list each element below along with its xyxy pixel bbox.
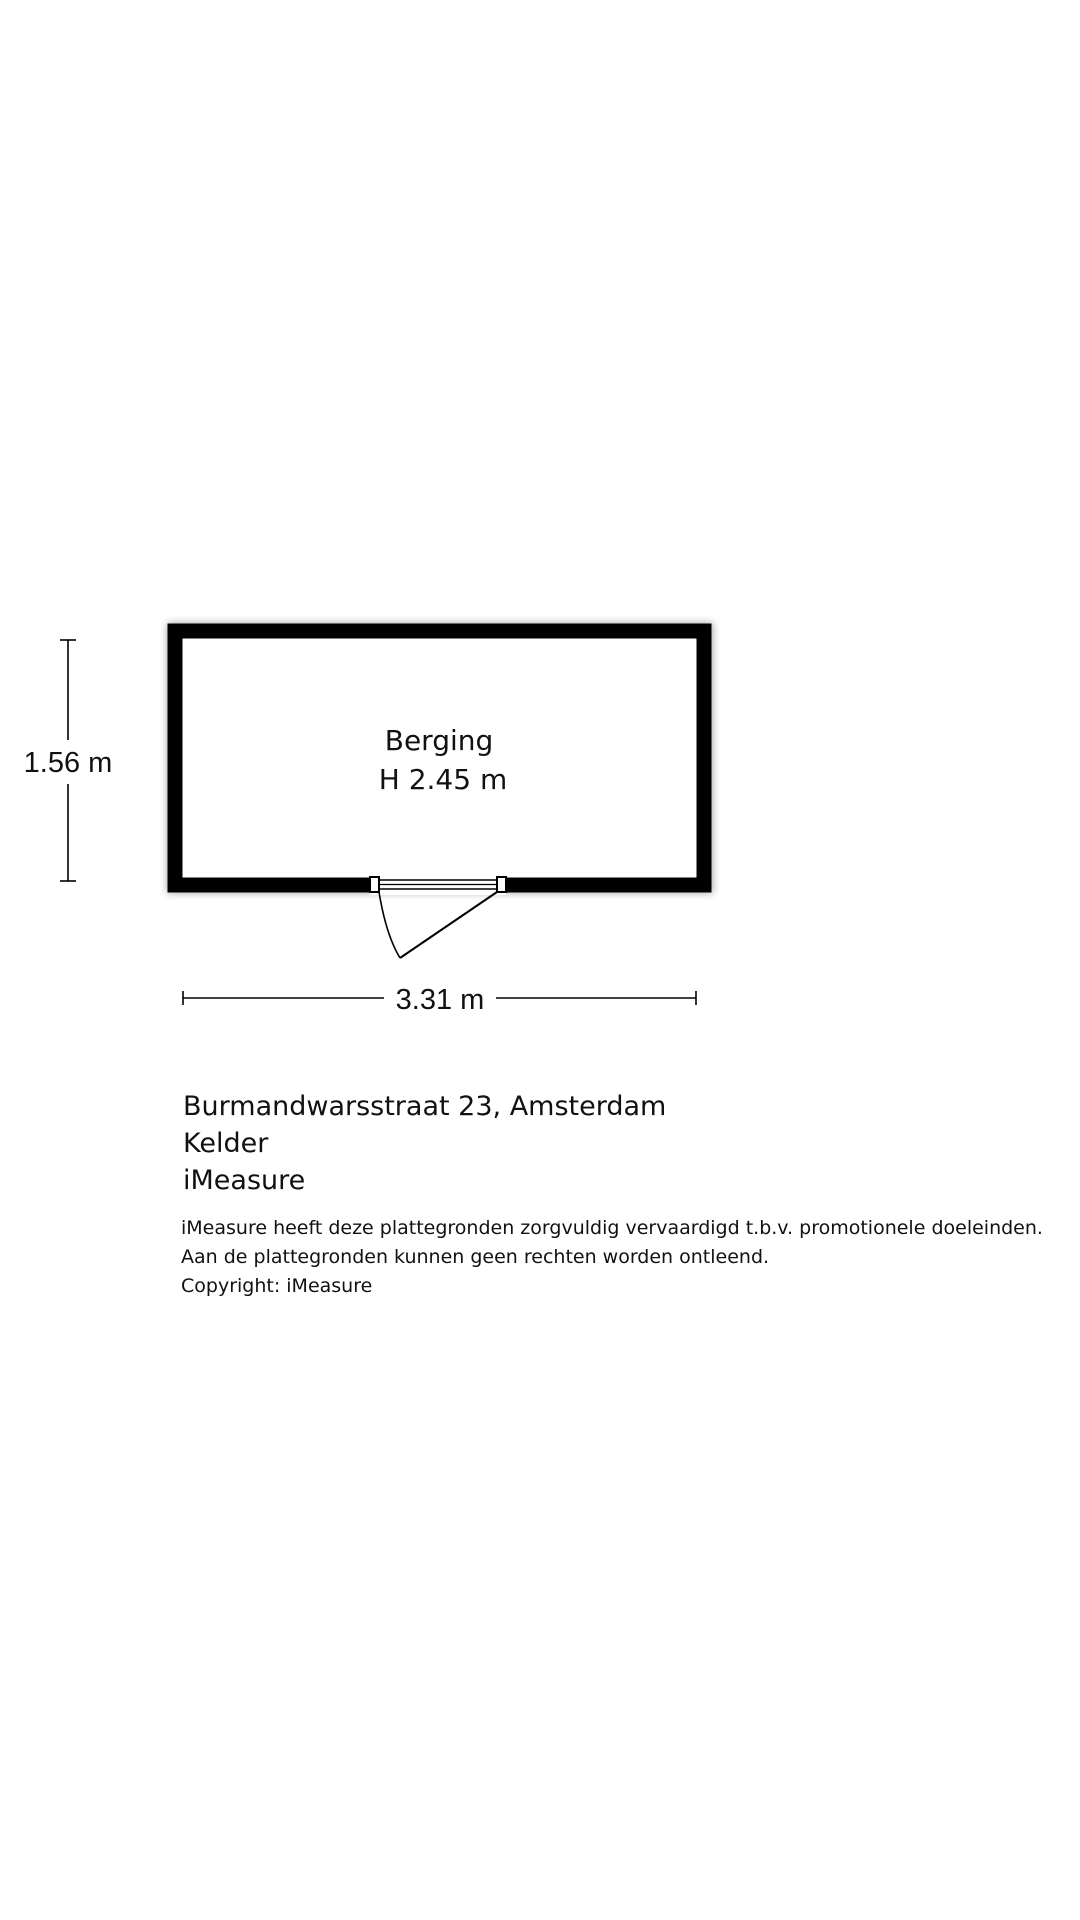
property-info <box>183 1088 1063 1199</box>
disclaimer-line: Aan de plattegronden kunnen geen rechten worden ontleend. <box>181 1246 770 1268</box>
door-jamb-right <box>497 877 506 892</box>
floor-label: Kelder <box>183 1128 269 1159</box>
room-name: Berging <box>384 724 494 757</box>
copyright-text: Copyright: iMeasure <box>181 1275 373 1297</box>
door-swing-arc <box>379 892 400 958</box>
company-name: iMeasure <box>183 1165 306 1196</box>
width-dimension-label: 3.31 m <box>395 984 485 1016</box>
disclaimer-line: iMeasure heeft deze plattegronden zorgvuldig vervaardigd t.b.v. promotionele doeleinden. <box>181 1217 1043 1239</box>
depth-dimension-label: 1.56 m <box>23 747 113 779</box>
disclaimer <box>181 1214 1071 1301</box>
door-leaf <box>400 892 497 958</box>
room-walls <box>175 631 704 885</box>
address-text: Burmandwarsstraat 23, Amsterdam <box>183 1091 667 1122</box>
room-height: H 2.45 m <box>378 763 508 796</box>
door-jamb-left <box>370 877 379 892</box>
